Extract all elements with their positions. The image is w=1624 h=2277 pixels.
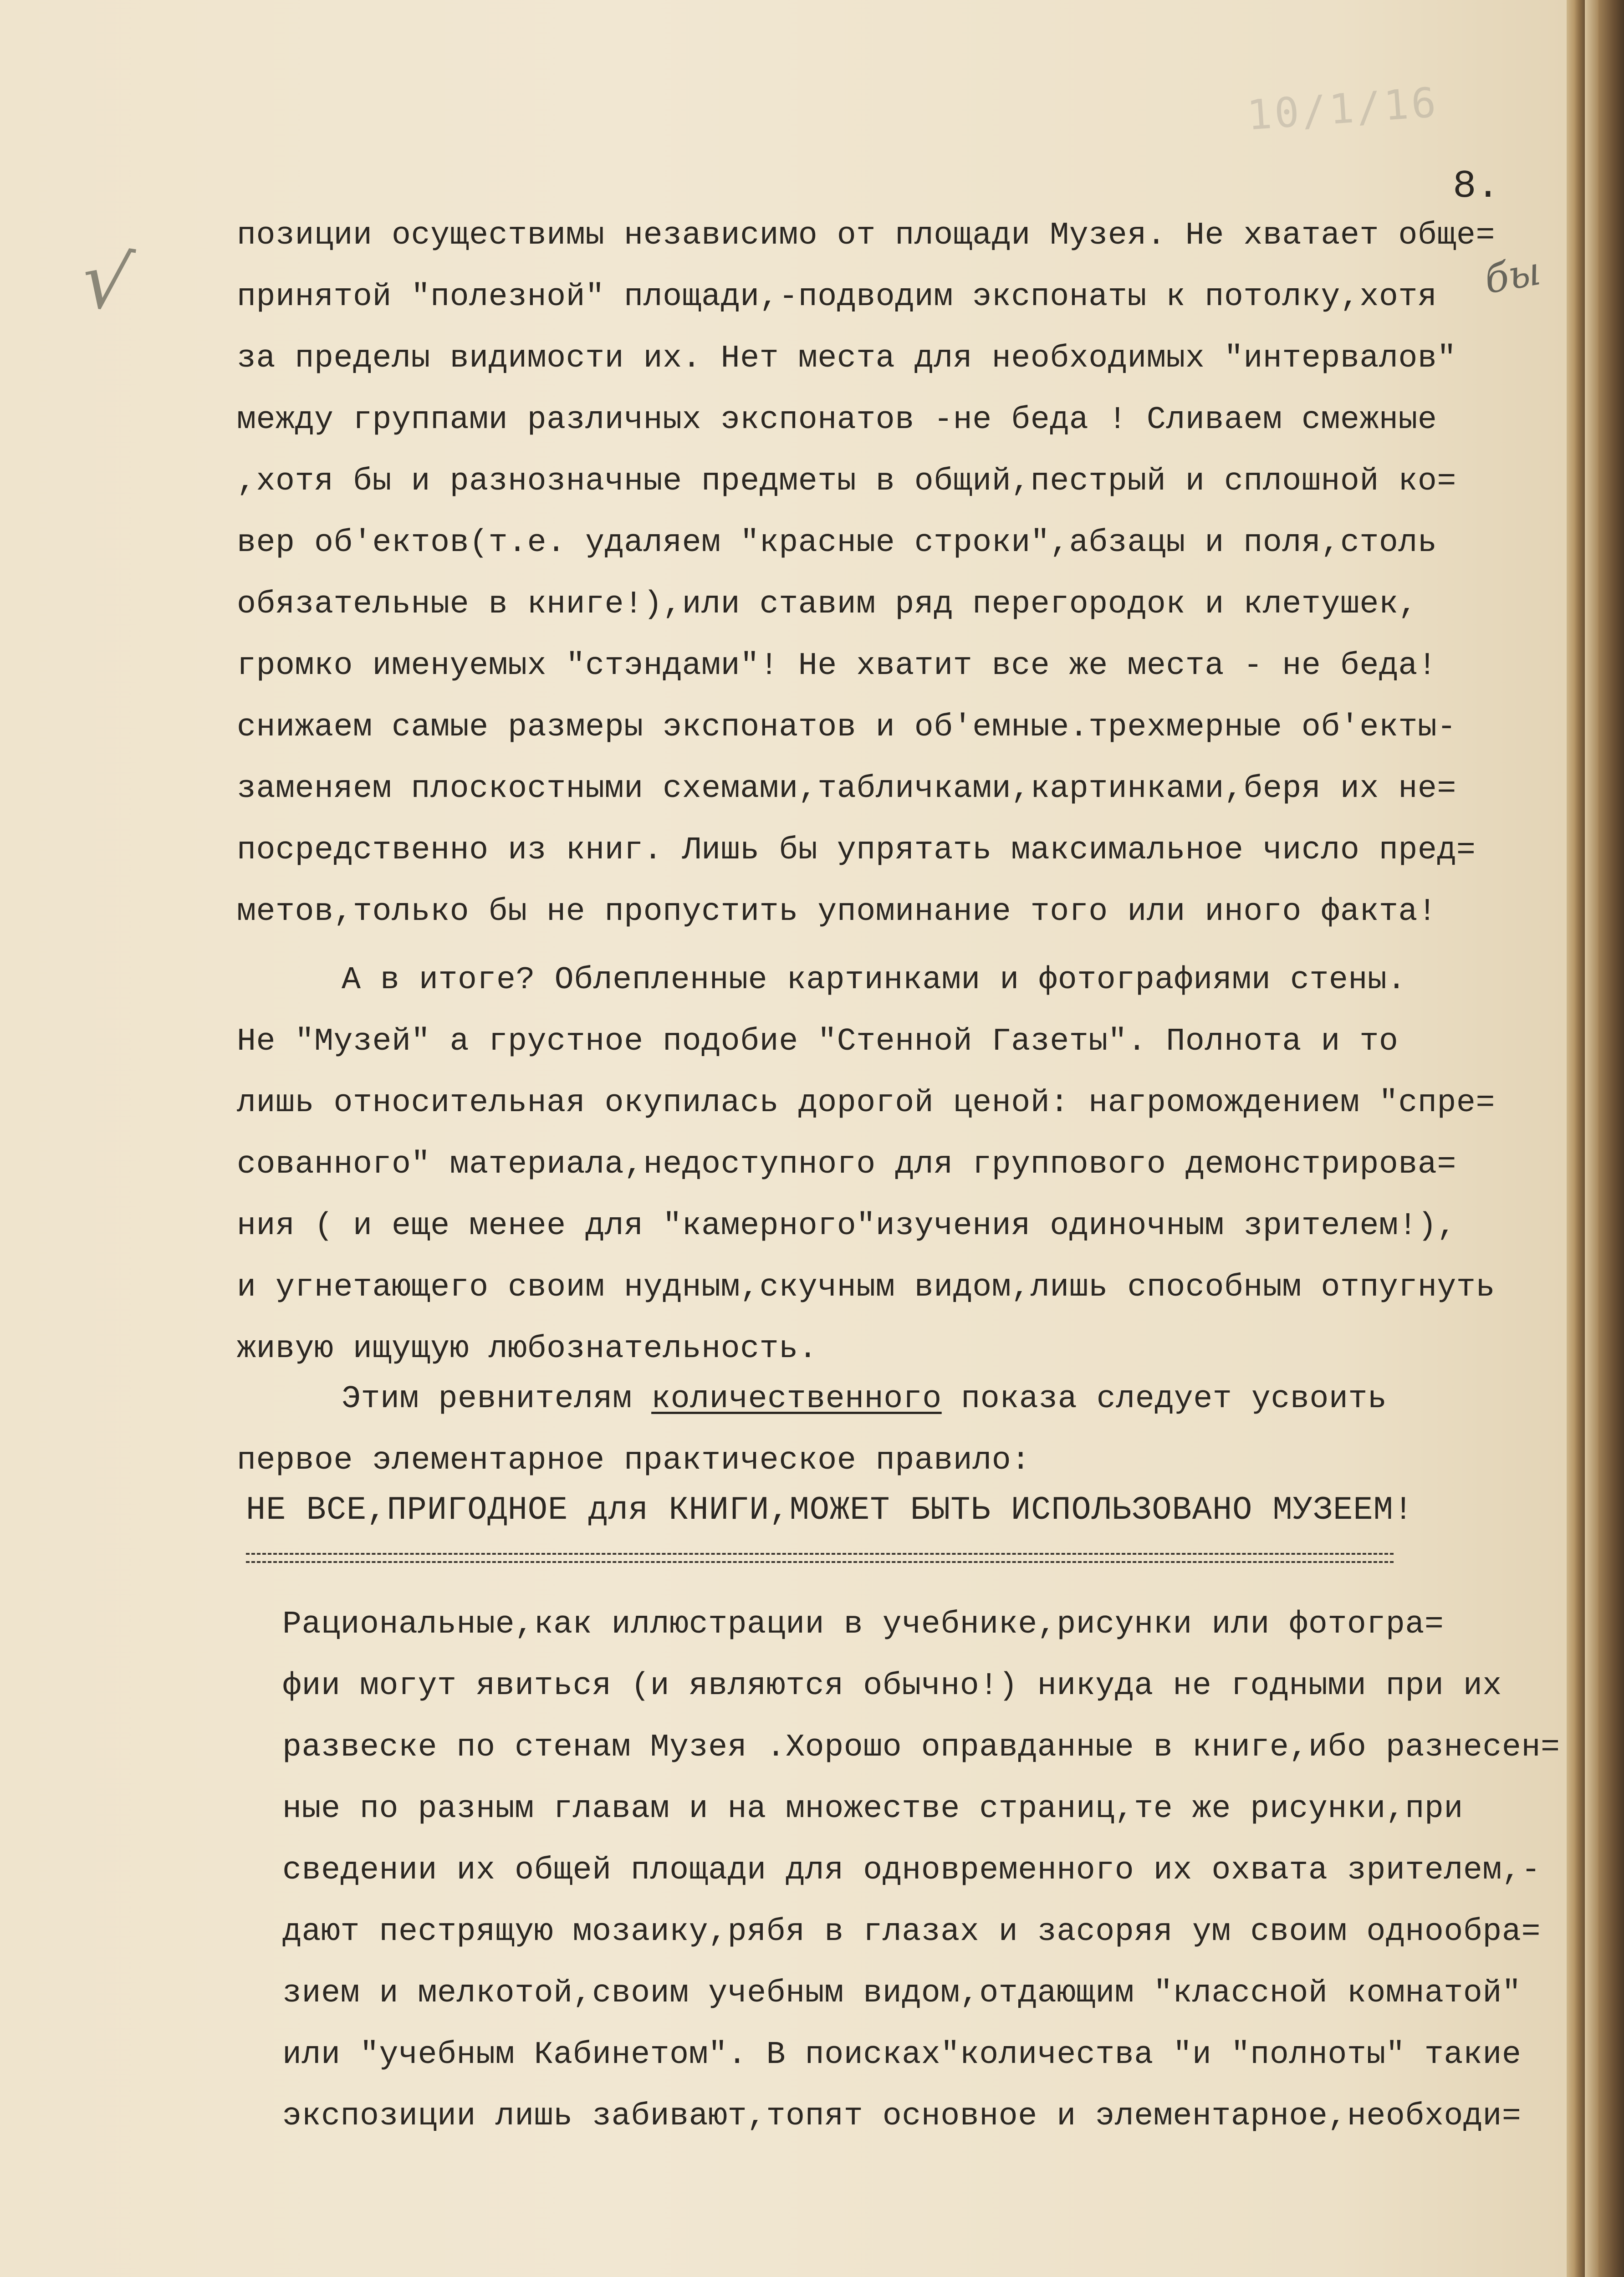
text-line: дают пестрящую мозаику,рябя в глазах и засоряя ум своим однообра= [282, 1914, 1541, 1950]
text-line: или "учебным Кабинетом". В поисках"количества "и "полноты" такие [282, 2037, 1522, 2073]
text-line: экспозиции лишь забивают,топят основное и элементарное,необходи= [282, 2098, 1522, 2134]
text-line: зием и мелкотой,своим учебным видом,отдающим "классной комнатой" [282, 1976, 1522, 2012]
text-line: развеске по стенам Музея .Хорошо оправданные в книге,ибо разнесен= [282, 1730, 1560, 1766]
page-number: 8. [1453, 164, 1500, 209]
text-line: сованного" материала,недоступного для группового демонстрирова= [237, 1147, 1456, 1183]
text-line [237, 1368, 1530, 1430]
paragraph-2 [237, 950, 1530, 1380]
text-line: между группами различных экспонатов -не беда ! Сливаем смежные [237, 402, 1437, 438]
text-line: фии могут явиться (и являются обычно!) никуда не годными при их [282, 1668, 1502, 1704]
text-line: ные по разным главам и на множестве страниц,те же рисунки,при [282, 1791, 1463, 1827]
paragraph-1 [237, 205, 1530, 943]
text-line: принятой "полезной" площади,-подводим экспонаты к потолку,хотя [237, 279, 1437, 315]
text-line: А в итоге? Облепленные картинками и фотографиями стены. [342, 962, 1406, 998]
text-line: живую ищущую любознательность. [237, 1331, 818, 1367]
text-line: ния ( и еще менее для "камерного"изучения одиночным зрителем!), [237, 1208, 1456, 1244]
text-fragment: показа следует усвоить [941, 1381, 1387, 1417]
text-line: позиции осуществимы независимо от площади Музея. Не хватает обще= [237, 218, 1495, 254]
page-stack-edge [1567, 0, 1585, 2277]
text-line: Не "Музей" а грустное подобие "Стенной Газеты". Полнота и то [237, 1024, 1399, 1060]
double-underline [246, 1553, 1394, 1563]
underlined-word: количественного [651, 1381, 942, 1417]
text-line: метов,только бы не пропустить упоминание того или иного факта! [237, 894, 1437, 930]
text-line: ,хотя бы и разнозначные предметы в общий,пестрый и сплошной ко= [237, 464, 1456, 500]
handwritten-insertion: бы [1481, 248, 1544, 303]
text-line: посредственно из книг. Лишь бы упрятать максимальное число пред= [237, 832, 1476, 868]
page-stack-edge [1585, 0, 1598, 2277]
text-line: первое элементарное практическое правило: [237, 1443, 1031, 1479]
paragraph-3 [237, 1368, 1530, 1491]
text-line: вер об'ектов(т.е. удаляем "красные строки",абзацы и поля,столь [237, 525, 1437, 561]
rule-statement: НЕ ВСЕ,ПРИГОДНОЕ для КНИГИ,МОЖЕТ БЫТЬ ИСПОЛЬЗОВАНО МУЗЕЕМ! [246, 1491, 1414, 1529]
binding-edge [1598, 0, 1624, 2277]
text-line: обязательные в книге!),или ставим ряд перегородок и клетушек, [237, 587, 1418, 623]
margin-checkmark: √ [76, 234, 138, 330]
archive-stamp: 10/1/16 [1245, 78, 1440, 140]
text-line: громко именуемых "стэндами"! Не хватит все же места - не беда! [237, 648, 1437, 684]
text-line: за пределы видимости их. Нет места для необходимых "интервалов" [237, 341, 1456, 377]
text-line: сведении их общей площади для одновременного их охвата зрителем,- [282, 1853, 1541, 1889]
text-fragment: Этим ревнителям [342, 1381, 652, 1417]
text-line: лишь относительная окупилась дорогой ценой: нагромождением "спре= [237, 1085, 1495, 1121]
text-line: снижаем самые размеры экспонатов и об'емные.трехмерные об'екты- [237, 710, 1456, 745]
text-line: и угнетающего своим нудным,скучным видом,лишь способным отпугнуть [237, 1270, 1495, 1306]
text-line: Рациональные,как иллюстрации в учебнике,рисунки или фотогра= [282, 1607, 1444, 1643]
text-line: заменяем плоскостными схемами,табличками,картинками,беря их не= [237, 771, 1456, 807]
paragraph-4 [282, 1594, 1576, 2147]
